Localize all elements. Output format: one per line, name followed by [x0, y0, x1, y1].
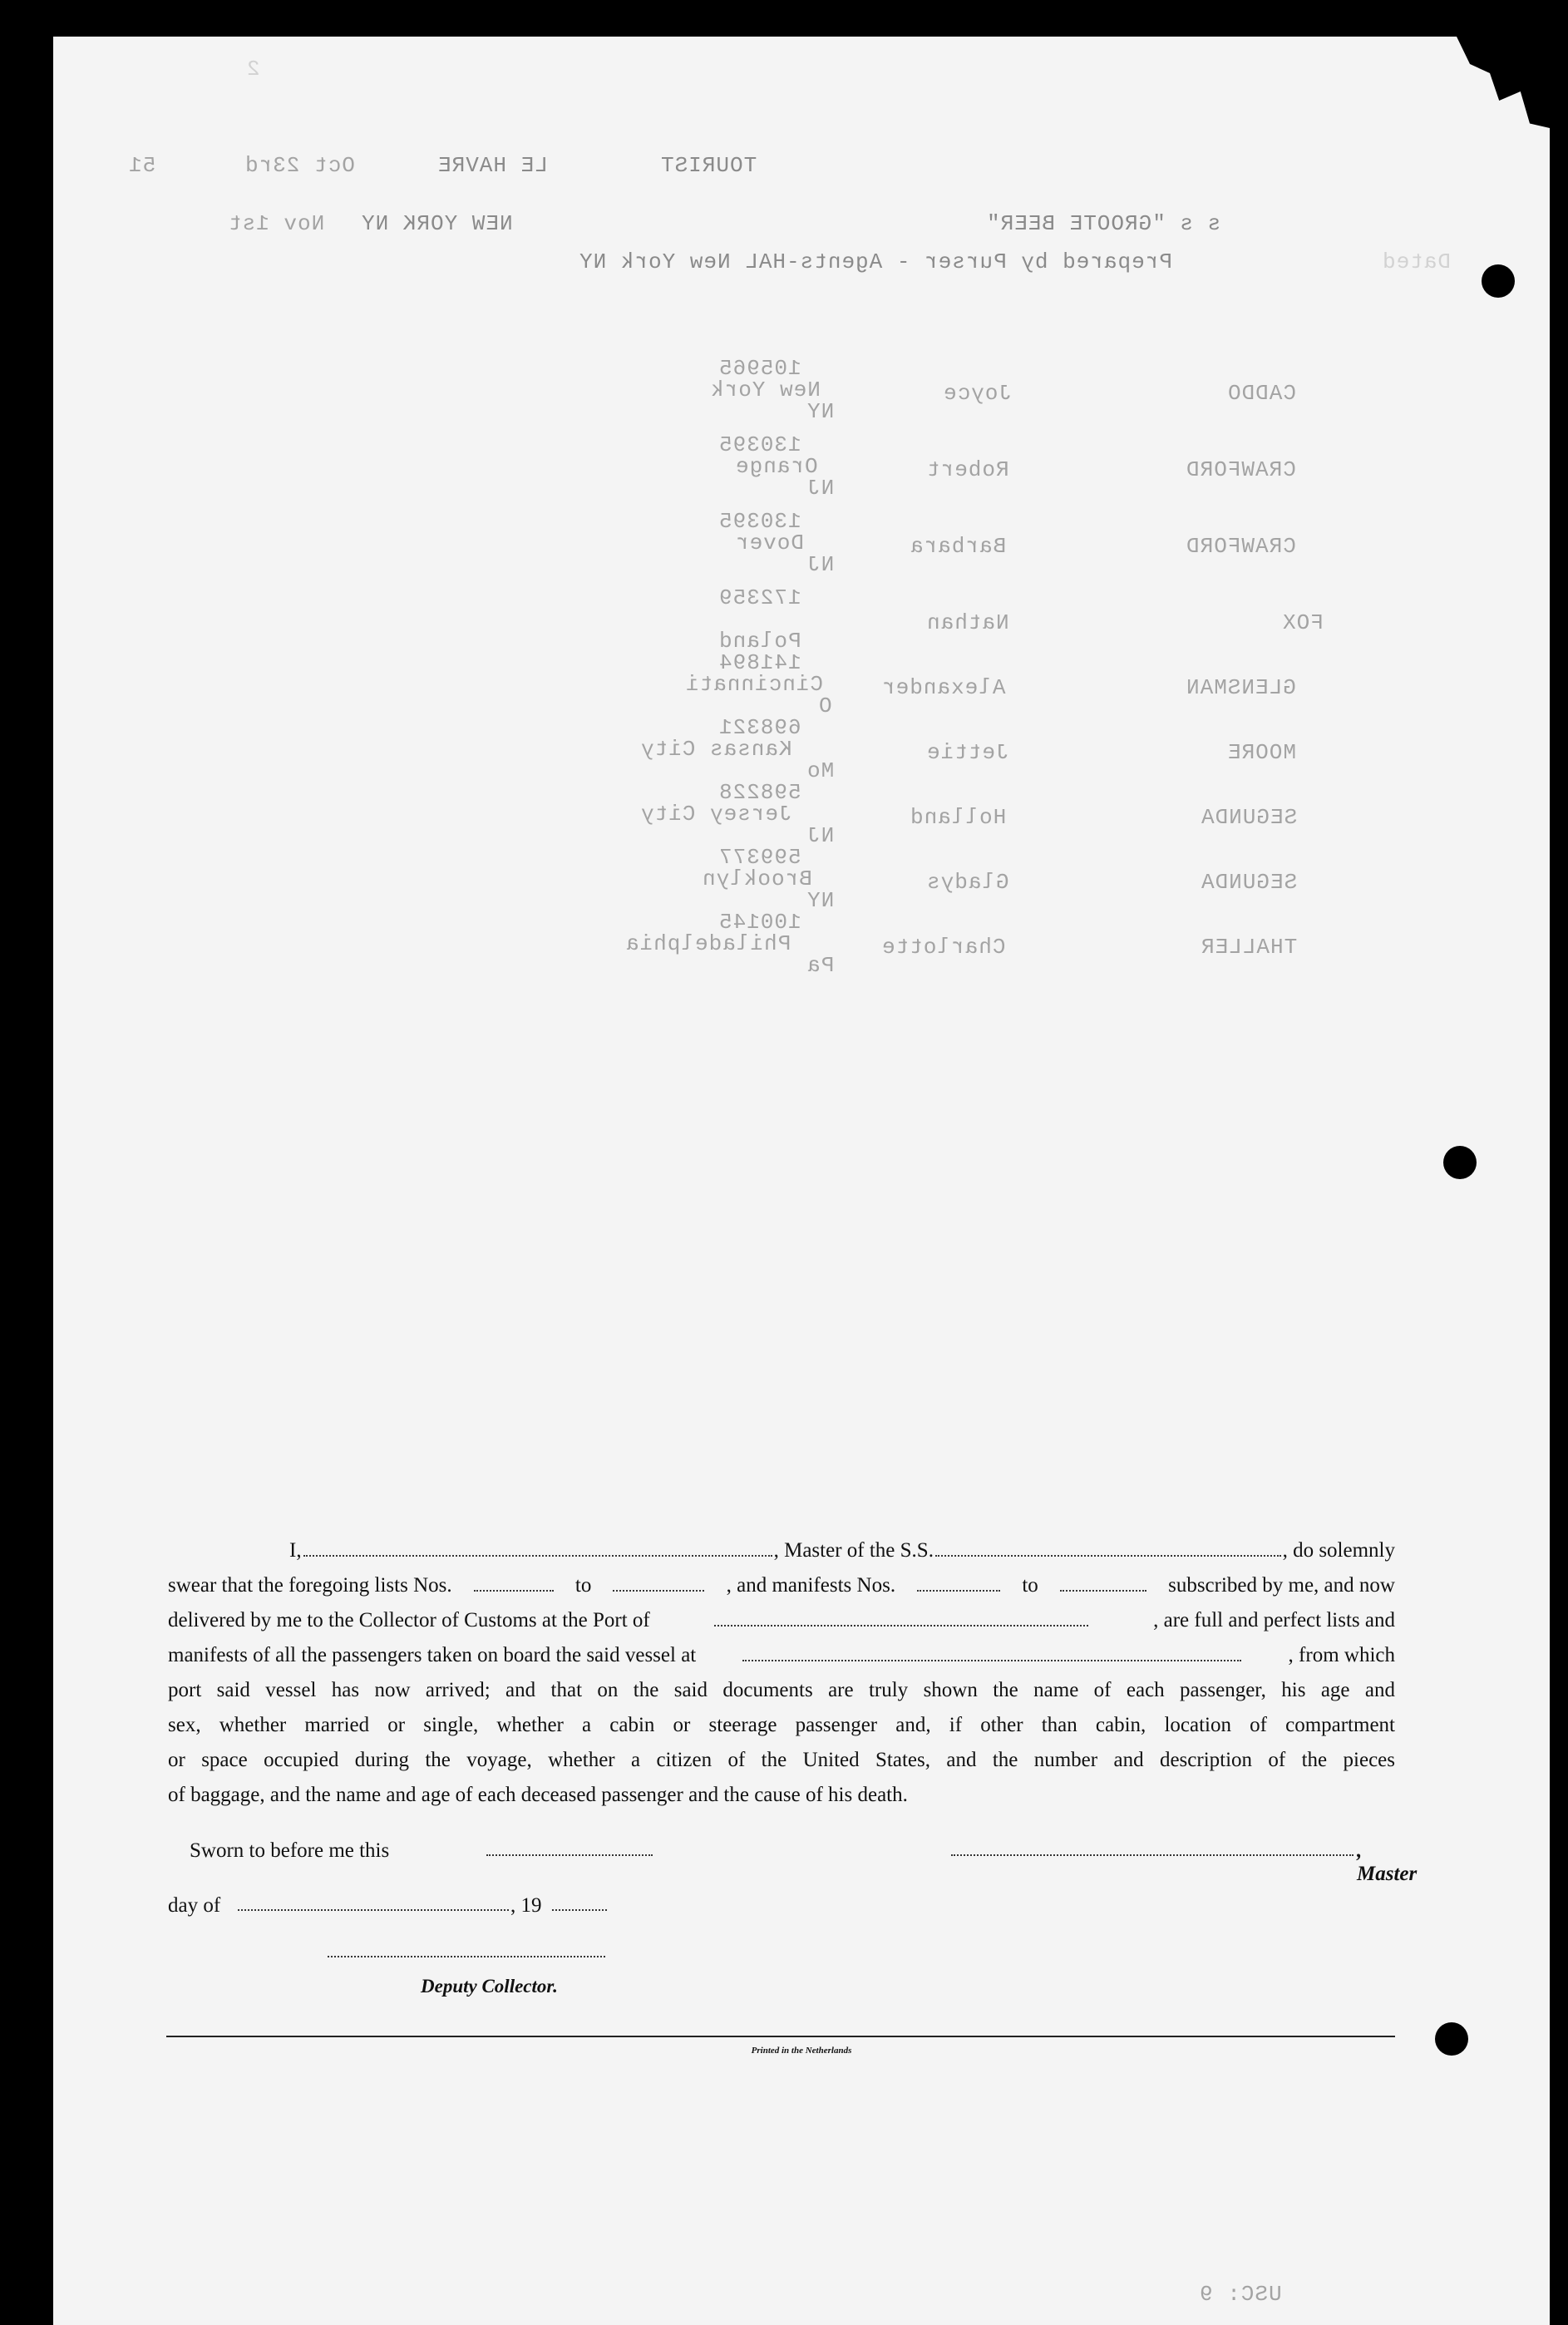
oath-text: , Master of the S.S.	[773, 1539, 934, 1562]
oath-text: manifests of all the passengers taken on board the said vessel at	[168, 1644, 697, 1666]
day-of-label: day of	[168, 1894, 221, 1917]
year-field[interactable]	[552, 1909, 607, 1911]
passenger-surname: THALLER	[1201, 935, 1298, 960]
oath-text: I,	[289, 1539, 302, 1562]
footer-rule	[166, 2036, 1395, 2037]
bleed-left-margin: Dated	[1382, 249, 1452, 274]
deputy-label: Deputy Collector.	[421, 1976, 558, 1997]
passenger-state: NY	[806, 399, 835, 424]
passenger-surname: SEGUNDA	[1201, 805, 1298, 830]
oath-text: , are full and perfect lists and	[1153, 1609, 1395, 1631]
oath-line-1	[168, 1533, 1395, 1568]
master-name-field[interactable]	[303, 1538, 772, 1557]
passenger-given: Barbara	[910, 534, 1007, 559]
passenger-state: NJ	[806, 823, 835, 848]
master-label: , Master	[1357, 1839, 1418, 1885]
passenger-city: Brooklyn	[702, 866, 812, 891]
passenger-number: 598228	[718, 780, 801, 805]
passenger-city: New York	[710, 378, 821, 402]
oath-text: , do solemnly	[1282, 1539, 1395, 1562]
master-signature-field[interactable]	[951, 1854, 1354, 1856]
passenger-surname: CRAWFORD	[1186, 457, 1296, 482]
oath-line-3	[168, 1603, 1395, 1638]
day-of-row	[168, 1894, 1395, 1928]
passenger-given: Robert	[926, 457, 1009, 482]
bleed-header-date: Oct 23rd	[244, 153, 355, 178]
passenger-given: Holland	[910, 805, 1007, 830]
passenger-state: Mo	[806, 758, 835, 783]
oath-text: to	[1022, 1574, 1038, 1597]
oath-line-5: port said vessel has now arrived; and that on the said documents are truly shown the name of each passenger, his age and	[168, 1679, 1395, 1701]
bleed-prepared-by: Prepared by Purser - Agents-HAL New York NY	[579, 249, 1172, 274]
bleed-header-top: TOURIST	[660, 153, 757, 178]
oath-line-8	[168, 1778, 1395, 1813]
passenger-given: Jettie	[926, 740, 1009, 765]
passenger-city: Kansas City	[640, 737, 792, 762]
passenger-number: 130395	[718, 509, 801, 534]
passenger-number: 172359	[718, 585, 801, 610]
oath-text: of baggage, and the name and age of each deceased passenger and the cause of his death.	[168, 1784, 908, 1806]
passenger-given: Charlotte	[881, 935, 1006, 960]
oath-text: to	[574, 1574, 592, 1597]
passenger-surname: FOX	[1282, 610, 1324, 635]
port-field[interactable]	[714, 1608, 1088, 1627]
lists-from-field[interactable]	[474, 1573, 554, 1592]
passenger-surname: CADDO	[1227, 381, 1297, 406]
bleed-dest-date: Nov 1st	[228, 211, 325, 236]
year-prefix-label: , 19	[510, 1894, 542, 1917]
passenger-city: Orange	[735, 454, 818, 479]
passenger-number: 141894	[718, 650, 801, 675]
passenger-given: Alexander	[881, 675, 1006, 700]
document-page	[53, 37, 1550, 2325]
ship-name-field[interactable]	[935, 1538, 1281, 1557]
passenger-city: Dover	[735, 531, 805, 555]
oath-text: subscribed by me, and now	[1168, 1574, 1395, 1597]
passenger-surname: MOORE	[1227, 740, 1297, 765]
passenger-given: Gladys	[926, 870, 1009, 895]
torn-corner	[1417, 37, 1550, 128]
passenger-number: 105965	[718, 356, 801, 381]
sworn-day-field[interactable]	[486, 1854, 653, 1856]
passenger-given: Nathan	[926, 610, 1009, 635]
oath-line-4	[168, 1638, 1395, 1673]
passenger-city: Philadelphia	[625, 931, 791, 956]
oath-line-6: sex, whether married or single, whether a cabin or steerage passenger and, if other than cabin, location of compartment	[168, 1714, 1395, 1736]
oath-text: , and manifests Nos.	[726, 1574, 896, 1597]
manifests-to-field[interactable]	[1060, 1573, 1146, 1592]
lists-to-field[interactable]	[613, 1573, 704, 1592]
passenger-number: 698321	[718, 715, 801, 740]
passenger-surname: CRAWFORD	[1186, 534, 1296, 559]
passenger-surname: SEGUNDA	[1201, 870, 1298, 895]
punch-hole	[1443, 1146, 1477, 1179]
bleed-page-number: 2	[246, 57, 260, 81]
oath-text: , from which	[1288, 1644, 1395, 1666]
day-of-field[interactable]	[238, 1909, 509, 1911]
oath-text: swear that the foregoing lists Nos.	[168, 1574, 452, 1597]
bleed-header-year: 51	[128, 153, 156, 178]
deputy-signature-field[interactable]	[328, 1956, 605, 1957]
passenger-city: Poland	[718, 629, 801, 654]
oath-paragraph	[168, 1533, 1395, 1813]
passenger-number: 100145	[718, 910, 801, 935]
passenger-surname: GLENSMAN	[1186, 675, 1296, 700]
bleed-header-port: LE HAVRE	[437, 153, 548, 178]
bleed-footer-code: USC: 9	[1199, 2282, 1282, 2307]
oath-line-7: or space occupied during the voyage, whether a citizen of the United States, and the number and description of the pieces	[168, 1749, 1395, 1771]
passenger-state: O	[818, 694, 832, 718]
passenger-state: NJ	[806, 476, 835, 501]
oath-line-2	[168, 1568, 1395, 1603]
bleed-ship-label: s s "GROOTE BEER"	[986, 211, 1221, 236]
manifests-from-field[interactable]	[917, 1573, 1000, 1592]
bleed-dest: NEW YORK NY	[361, 211, 513, 236]
departure-port-field[interactable]	[742, 1643, 1241, 1661]
passenger-number: 599377	[718, 845, 801, 870]
passenger-state: NY	[806, 888, 835, 913]
sworn-row	[168, 1839, 1418, 1885]
passenger-given: Joyce	[943, 381, 1013, 406]
passenger-number: 130395	[718, 432, 801, 457]
printed-in-label: Printed in the Netherlands	[751, 2046, 852, 2056]
passenger-state: NJ	[806, 552, 835, 577]
passenger-state: Pa	[806, 953, 835, 978]
punch-hole	[1482, 264, 1515, 298]
passenger-city: Jersey City	[640, 802, 792, 827]
sworn-label: Sworn to before me this	[190, 1839, 390, 1862]
passenger-city: Cincinnati	[685, 672, 824, 697]
oath-text: delivered by me to the Collector of Customs at the Port of	[168, 1609, 650, 1631]
